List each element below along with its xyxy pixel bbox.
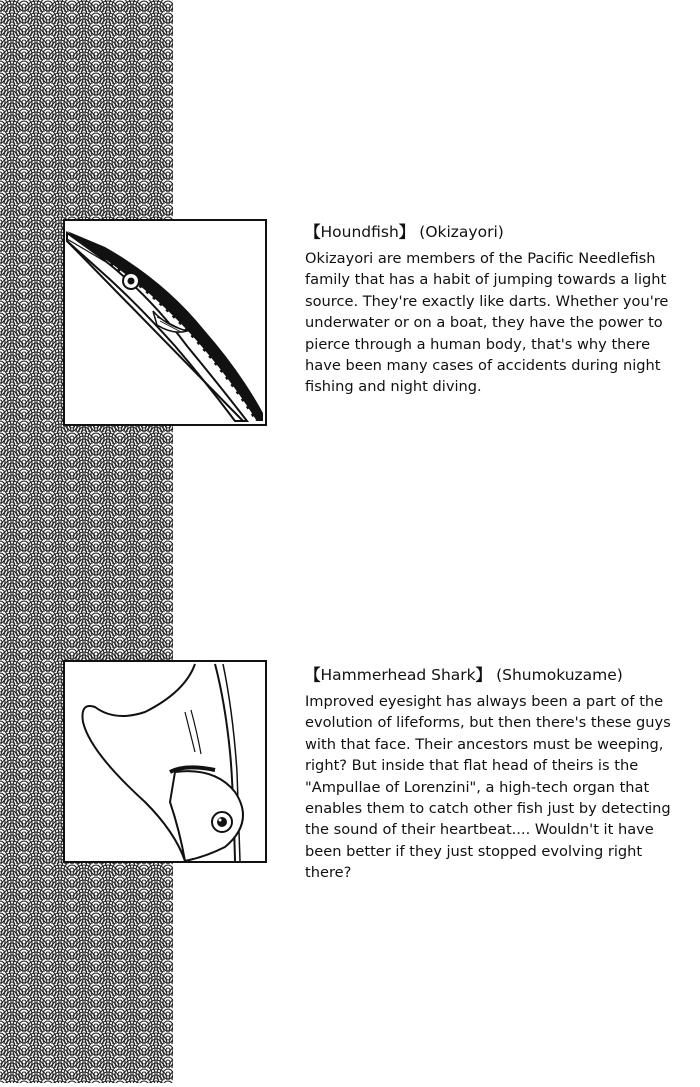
houndfish-heading: [305, 222, 690, 243]
bracket-open: 【: [305, 223, 321, 241]
bracket-close: 】: [398, 223, 415, 241]
hammerhead-illustration: [63, 660, 267, 863]
species-name: Hammerhead Shark: [320, 666, 476, 684]
species-name: Houndfish: [320, 223, 399, 241]
hammerhead-shark-icon: [65, 662, 265, 861]
houndfish-illustration: [63, 219, 267, 426]
japanese-name: (Shumokuzame): [496, 666, 623, 684]
houndfish-description: Okizayori are members of the Pacific Needlefish family that has a habit of jumping towards a light source. They're exactly like darts. Whether you're underwater or on a boat, they have the power to pierce through a human body, that's why there have been many cases of accidents during night fishing and night diving.: [305, 250, 669, 396]
needlefish-icon: [65, 221, 265, 424]
seigaiha-wave-pattern: [0, 0, 173, 1083]
bracket-close: 】: [475, 666, 492, 684]
bracket-open: 【: [305, 666, 321, 684]
japanese-name: (Okizayori): [419, 223, 504, 241]
hammerhead-entry: [305, 665, 690, 884]
houndfish-entry: [305, 222, 690, 398]
hammerhead-description: Improved eyesight has always been a part of the evolution of lifeforms, but then there's these guys with that face. Their ancestors must be weeping, right? But inside that flat head of theirs is the "Ampullae of Lorenzini", a high-tech organ that enables them to catch other fish just by detecting the sound of their heartbeat.... Wouldn't it have been better if they just stopped evolving right there?: [305, 693, 671, 882]
hammerhead-heading: [305, 665, 690, 686]
